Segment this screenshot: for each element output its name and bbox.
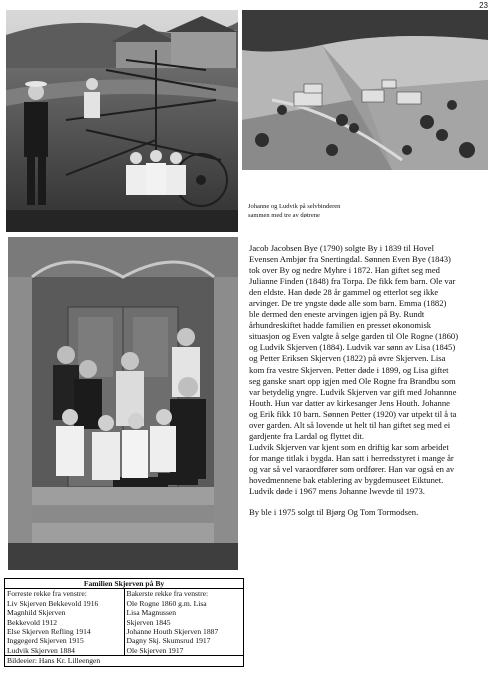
back-row-name: Ole Skjerven 1917 — [126, 645, 184, 655]
body-line: seg ganske snart opp igjen med Ole Rogne fra Brandbu som — [249, 375, 456, 386]
body-line: ble dermed den eneste arvingen igjen på By. Rundt — [249, 309, 425, 320]
photo-aerial-image — [242, 10, 488, 170]
photo-caption — [248, 202, 448, 220]
body-line: Jacob Jacobsen Bye (1790) solgte By i 1839 til Hovel — [249, 243, 434, 253]
family-caption-box — [4, 578, 244, 667]
history-text — [249, 243, 489, 518]
back-row-column — [125, 589, 244, 655]
family-portrait-photo — [8, 237, 238, 570]
body-line: var betydelig yngre. Ludvik Skjerven var gift med Johannne — [249, 386, 457, 397]
body-line: hovedmennene bak etablering av bygdemuseet Eiktunet. — [249, 474, 444, 485]
front-row-name: Magnhild Skjerven — [7, 608, 66, 618]
page-number: 23 — [479, 1, 488, 10]
body-line: Houth. Hun var datter av kirkesanger Jens Houth. Johanne — [249, 397, 450, 408]
body-line: gardjente fra Lardal og flyttet dit. — [249, 430, 365, 441]
caption-line: Johanne og Ludvik på selvbinderen — [248, 203, 341, 210]
body-line: over garden. Alt så lovende ut helt til han giftet seg med ei — [249, 419, 451, 430]
body-line: Evensen Ambjør fra Snertingdal. Sønnen Even Bye (1843) — [249, 254, 451, 265]
front-row-column — [5, 589, 125, 655]
closing-line: By ble i 1975 solgt til Bjørg Og Tom Tormodsen. — [249, 507, 419, 518]
front-row-name: Bekkevold 1912 — [7, 617, 57, 627]
photo-family-image — [8, 237, 238, 570]
back-row-name: Lisa Magnussen — [126, 608, 177, 618]
back-row-name: Johanne Houth Skjerven 1887 — [126, 627, 219, 637]
photo-farm-machine-image — [6, 10, 238, 232]
body-line: for mange titlak i bygda. Han satt i herredsstyret i mange år — [249, 452, 454, 463]
body-line: århundreskiftet hadde familien en presset økonomisk — [249, 320, 432, 331]
body-line: arvinger. De tre yngste døde alle som barn. Emma (1882) — [249, 298, 447, 309]
back-row-name: Skjerven 1845 — [126, 617, 171, 627]
front-row-name: Ludvik Skjerven 1884 — [7, 645, 75, 655]
body-line: situasjon og Even valgte å selge garden til Ole Rogne (1860) — [249, 331, 459, 342]
farm-machine-photo — [6, 10, 238, 232]
back-row-name: Dagny Skj. Skumsrud 1917 — [126, 636, 211, 646]
photo-owner-credit: Bildeeier: Hans Kr. Lilleengen — [5, 655, 243, 665]
front-row-heading: Forreste rekke fra venstre: — [7, 589, 87, 599]
body-line: og Erik fikk 10 barn. Sønnen Petter (1920) var utpekt til å ta — [249, 408, 457, 419]
body-line: Julianne Finden (1848) fra Torpa. De fikk fem barn. Ole var — [249, 276, 456, 287]
body-line: tok over By og nedre Myhre i 1872. Han giftet seg med — [249, 265, 440, 276]
front-row-name: Else Skjerven Refling 1914 — [7, 627, 91, 637]
body-line: og var så vel varaordfører som ordfører. Han var også en av — [249, 463, 455, 474]
body-line: kom fra vestre Skjerven. Petter døde i 1899, og Lisa giftet — [249, 364, 449, 375]
aerial-farm-photo — [242, 10, 488, 170]
back-row-heading: Bakerste rekke fra venstre: — [126, 589, 209, 599]
body-line: og Petter Eriksen Skjerven (1822) på øvre Skjerven. Lisa — [249, 353, 446, 364]
body-line: og Ludvik Skjerven (1884). Ludvik var sønn av Lisa (1845) — [249, 342, 456, 353]
caption-line: sammen med tre av døtrene — [248, 212, 320, 219]
front-row-name: Liv Skjerven Bekkevold 1916 — [7, 598, 99, 608]
body-line: Ludvik Skjerven var kjent som en driftig kar som arbeidet — [249, 441, 449, 452]
back-row-name: Ole Rogne 1860 g.m. Lisa — [126, 598, 207, 608]
body-line: Ludvik døde i 1967 mens Johanne lwevde til 1973. — [249, 486, 425, 497]
family-box-title: Familien Skjerven på By — [5, 579, 243, 589]
front-row-name: Inggegerd Skjerven 1915 — [7, 636, 84, 646]
body-line: den eldste. Han døde 28 år gammel og etterlot seg ikke — [249, 287, 439, 298]
